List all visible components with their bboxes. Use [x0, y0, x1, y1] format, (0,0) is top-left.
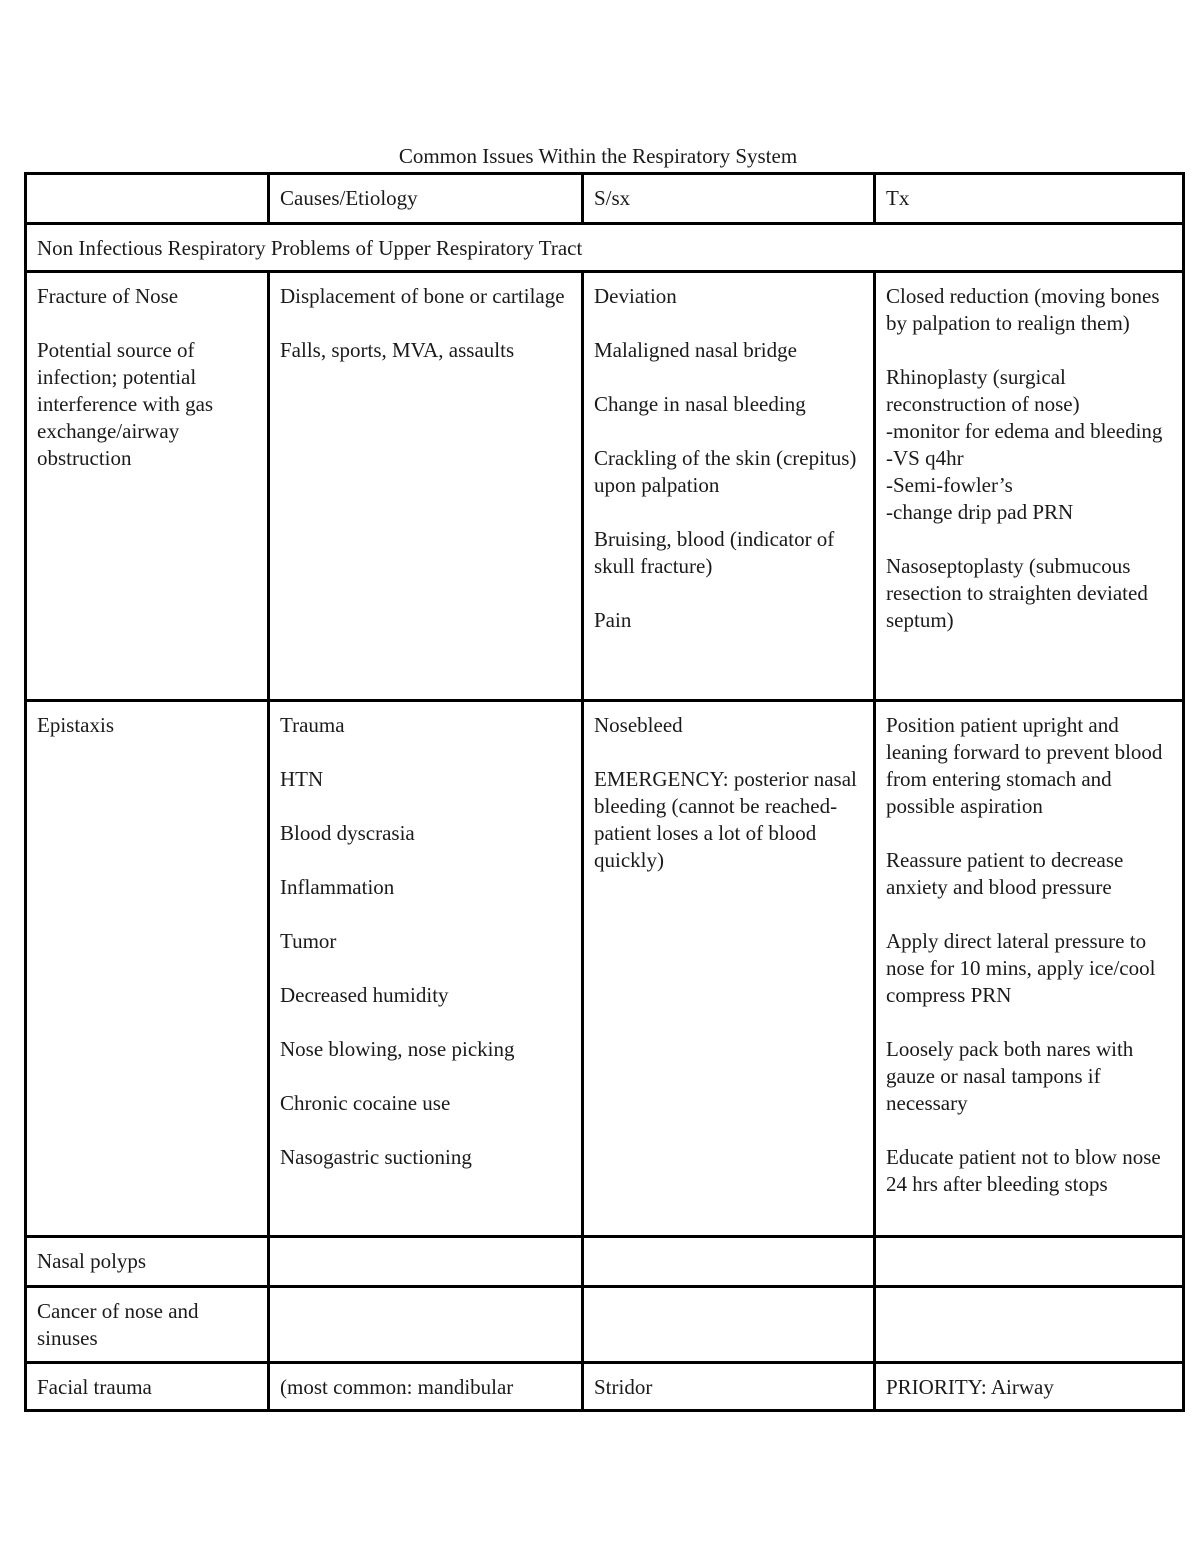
tx-subitem: -Semi-fowler’s [886, 473, 1013, 497]
condition-cell [26, 701, 269, 1237]
condition-name: Fracture of Nose [37, 284, 179, 308]
tx-item: Nasoseptoplasty (submucous resection to straighten deviated septum) [886, 554, 1148, 632]
section-row [26, 224, 1184, 272]
causes-cell [269, 1287, 583, 1363]
tx-cell: PRIORITY: Airway [875, 1363, 1184, 1411]
table-row-cancer-of-nose [26, 1287, 1184, 1363]
table-row-fracture-of-nose [26, 272, 1184, 701]
condition-note: Potential source of infection; potential interference with gas exchange/airway obstruction [37, 338, 214, 470]
cause-item: Displacement of bone or cartilage [280, 284, 565, 308]
condition-cell: Facial trauma [26, 1363, 269, 1411]
tx-item-group [886, 364, 1174, 526]
tx-item: Rhinoplasty (surgical reconstruction of nose) [886, 365, 1080, 416]
header-row [26, 174, 1184, 224]
cause-item: Blood dyscrasia [280, 821, 415, 845]
cause-item: Trauma [280, 713, 345, 737]
tx-item: Apply direct lateral pressure to nose for 10 mins, apply ice/cool compress PRN [886, 929, 1156, 1007]
ssx-cell: Stridor [583, 1363, 875, 1411]
cause-item: Inflammation [280, 875, 395, 899]
causes-cell: (most common: mandibular [269, 1363, 583, 1411]
ssx-item: Deviation [594, 284, 677, 308]
cause-item: Nasogastric suctioning [280, 1145, 472, 1169]
ssx-item: Pain [594, 608, 632, 632]
tx-subitem: -monitor for edema and bleeding [886, 419, 1163, 443]
page-title: Common Issues Within the Respiratory System [398, 144, 798, 168]
tx-item: Reassure patient to decrease anxiety and blood pressure [886, 848, 1124, 899]
tx-cell [875, 1287, 1184, 1363]
ssx-item: Change in nasal bleeding [594, 392, 806, 416]
causes-cell [269, 272, 583, 701]
tx-subitem: -VS q4hr [886, 446, 964, 470]
header-ssx: S/sx [583, 174, 875, 224]
tx-cell [875, 1237, 1184, 1287]
header-tx: Tx [875, 174, 1184, 224]
tx-cell [875, 701, 1184, 1237]
table-row-facial-trauma [26, 1363, 1184, 1411]
ssx-item: Crackling of the skin (crepitus) upon palpation [594, 446, 857, 497]
ssx-item: Bruising, blood (indicator of skull fracture) [594, 527, 835, 578]
ssx-cell [583, 1287, 875, 1363]
header-cell-blank [26, 174, 269, 224]
header-causes: Causes/Etiology [269, 174, 583, 224]
condition-name: Epistaxis [37, 713, 114, 737]
tx-subitem: -change drip pad PRN [886, 500, 1074, 524]
ssx-cell [583, 272, 875, 701]
ssx-item: Nosebleed [594, 713, 683, 737]
tx-item: Position patient upright and leaning forward to prevent blood from entering stomach and possible aspiration [886, 713, 1163, 818]
cause-item: Falls, sports, MVA, assaults [280, 338, 515, 362]
condition-cell: Cancer of nose and sinuses [26, 1287, 269, 1363]
cause-item: Chronic cocaine use [280, 1091, 451, 1115]
ssx-item: EMERGENCY: posterior nasal bleeding (cannot be reached- patient loses a lot of blood quickly) [594, 767, 857, 872]
tx-cell [875, 272, 1184, 701]
cause-item: HTN [280, 767, 324, 791]
table-row-epistaxis [26, 701, 1184, 1237]
causes-cell [269, 1237, 583, 1287]
ssx-cell [583, 1237, 875, 1287]
ssx-item: Malaligned nasal bridge [594, 338, 797, 362]
cause-item: Nose blowing, nose picking [280, 1037, 515, 1061]
tx-item: Closed reduction (moving bones by palpation to realign them) [886, 284, 1160, 335]
respiratory-issues-table [24, 172, 1185, 1412]
cause-item: Decreased humidity [280, 983, 449, 1007]
causes-cell [269, 701, 583, 1237]
table-row-nasal-polyps [26, 1237, 1184, 1287]
ssx-cell [583, 701, 875, 1237]
condition-cell [26, 272, 269, 701]
section-title: Non Infectious Respiratory Problems of Upper Respiratory Tract [26, 224, 1184, 272]
cause-item: Tumor [280, 929, 337, 953]
tx-item: Educate patient not to blow nose 24 hrs after bleeding stops [886, 1145, 1161, 1196]
tx-item: Loosely pack both nares with gauze or nasal tampons if necessary [886, 1037, 1134, 1115]
condition-cell: Nasal polyps [26, 1237, 269, 1287]
